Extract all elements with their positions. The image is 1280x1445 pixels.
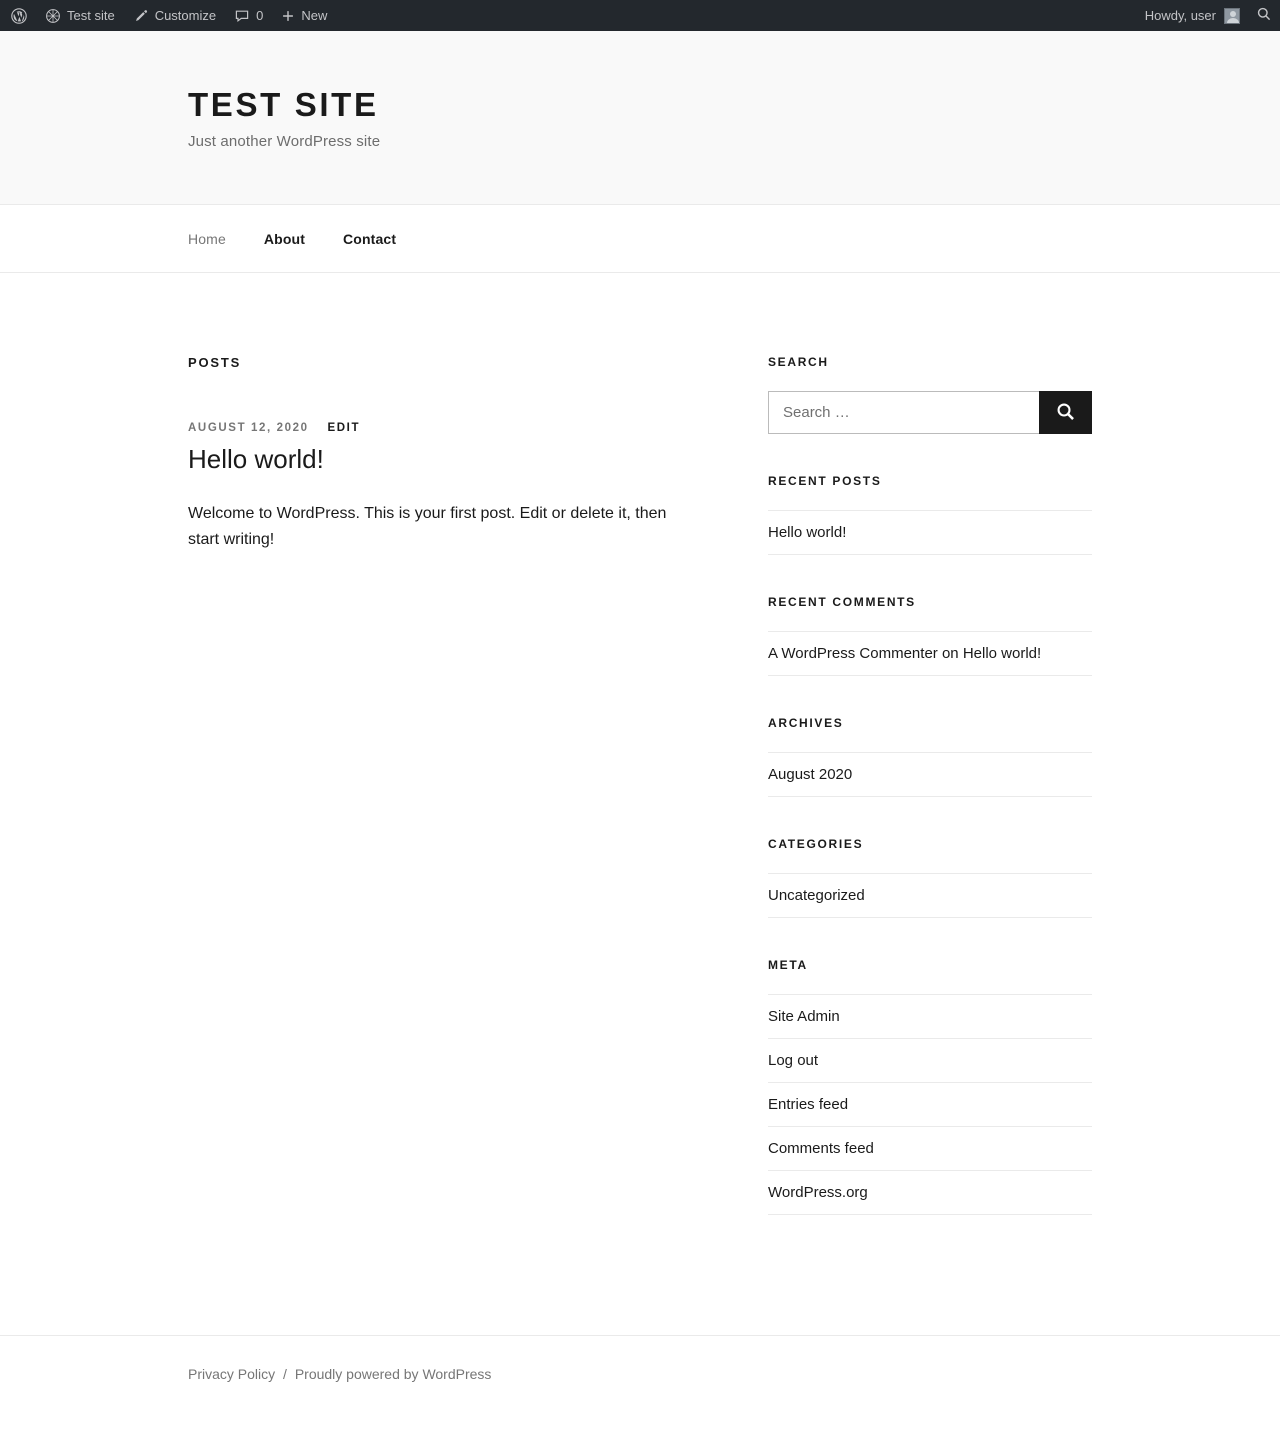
nav-item-contact[interactable]: Contact [343,230,397,247]
footer-privacy-policy-link[interactable]: Privacy Policy [188,1366,276,1383]
list-item [768,1171,1092,1215]
comment-bubble-icon [234,8,250,24]
footer-credits [188,1366,1092,1382]
recent-post-link[interactable]: Hello world! [768,524,847,542]
category-link[interactable]: Uncategorized [768,887,865,905]
adminbar-my-account[interactable] [1145,0,1248,31]
post-edit-link[interactable]: EDIT [327,422,361,435]
widget-search [768,355,1092,434]
site-title[interactable]: TEST SITE [188,86,379,123]
adminbar-site-name[interactable] [36,0,124,31]
list-item [768,511,1092,555]
widget-recent-comments [768,595,1092,676]
archives-list [768,752,1092,797]
search-icon [1055,401,1076,425]
archive-link[interactable]: August 2020 [768,766,853,784]
meta-link-log-out[interactable]: Log out [768,1052,819,1070]
avatar-icon [1224,8,1240,24]
post-title[interactable]: Hello world! [188,444,324,475]
widget-search-title: SEARCH [768,355,829,370]
list-item [768,753,1092,797]
recent-posts-list [768,510,1092,555]
site-description: Just another WordPress site [188,133,381,151]
post-content [188,501,768,552]
widget-archives [768,716,1092,797]
site-header [0,31,1280,205]
post-date-link[interactable]: AUGUST 12, 2020 [188,422,309,435]
adminbar-new-content[interactable] [272,0,336,31]
primary-column [188,355,768,1255]
post-article [188,422,768,552]
categories-list [768,873,1092,918]
adminbar-comments[interactable] [225,0,272,31]
plus-icon [281,9,295,23]
dashboard-icon [45,8,61,24]
widget-categories [768,837,1092,918]
adminbar-comment-count: 0 [256,8,264,23]
search-input[interactable] [768,391,1039,434]
footer-powered-by-link[interactable]: Proudly powered by WordPress [294,1366,492,1383]
meta-link-site-admin[interactable]: Site Admin [768,1008,840,1026]
posts-heading: POSTS [188,355,242,371]
comment-author: A WordPress Commenter [768,645,938,663]
adminbar-right-group [1145,0,1280,31]
nav-item-home[interactable]: Home [188,230,226,247]
widget-categories-title: CATEGORIES [768,837,864,852]
meta-link-wordpress-org[interactable]: WordPress.org [768,1184,868,1202]
content-area [0,273,1280,1255]
wordpress-logo-icon [11,8,27,24]
list-item [768,874,1092,918]
adminbar-customize[interactable] [124,0,225,31]
main-navigation [0,205,1280,273]
search-form [768,391,1092,434]
widget-meta-title: META [768,958,808,973]
post-body-text: Welcome to WordPress. This is your first post. Edit or delete it, then start writing! [188,505,667,549]
list-item [768,995,1092,1039]
post-meta [188,422,768,434]
list-item [768,1127,1092,1171]
admin-bar [0,0,1280,31]
sidebar [768,355,1092,1255]
widget-archives-title: ARCHIVES [768,716,844,731]
adminbar-site-name-label: Test site [67,8,115,23]
widget-recent-posts [768,474,1092,555]
meta-link-comments-feed[interactable]: Comments feed [768,1140,874,1158]
comment-post-link[interactable]: Hello world! [962,645,1042,663]
list-item [768,632,1092,676]
pencil-icon [133,8,149,24]
search-submit-button[interactable] [1039,391,1092,434]
wordpress-logo-button[interactable] [0,0,36,31]
site-footer [0,1335,1280,1422]
nav-item-about[interactable]: About [263,230,306,247]
adminbar-new-label: New [301,8,328,23]
widget-recent-posts-title: RECENT POSTS [768,474,882,489]
widget-meta [768,958,1092,1215]
comment-on-label: on [941,645,959,663]
widget-recent-comments-title: RECENT COMMENTS [768,595,916,610]
meta-list [768,994,1092,1215]
list-item [768,1039,1092,1083]
adminbar-customize-label: Customize [154,8,217,23]
search-icon [1256,6,1272,25]
meta-link-entries-feed[interactable]: Entries feed [768,1096,849,1114]
list-item [768,1083,1092,1127]
recent-comments-list [768,631,1092,676]
adminbar-howdy-label: Howdy, user [1144,8,1216,23]
adminbar-search-toggle[interactable] [1248,0,1280,31]
footer-separator: / [283,1366,287,1383]
